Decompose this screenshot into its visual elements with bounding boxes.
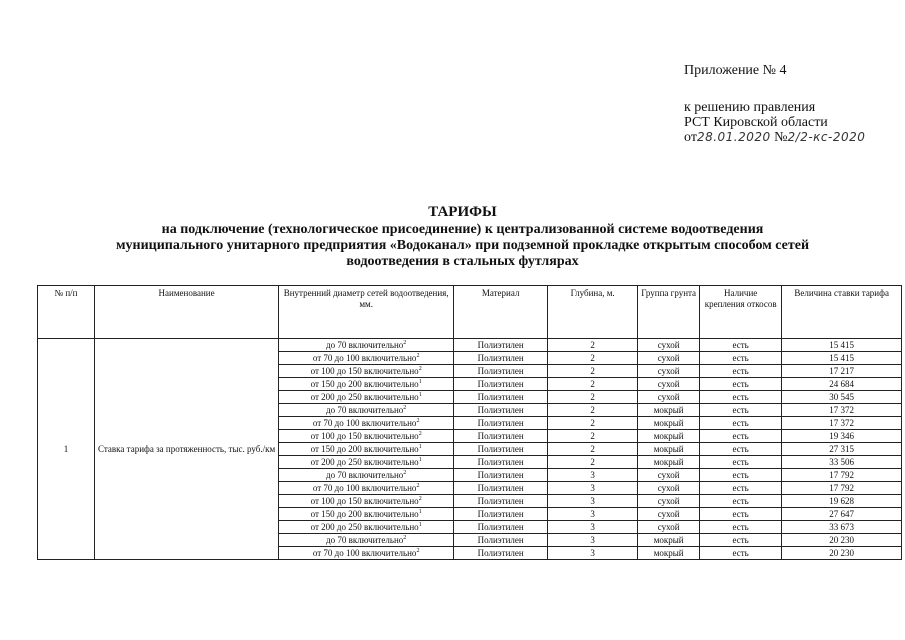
material-cell: Полиэтилен [454, 352, 548, 365]
material-cell: Полиэтилен [454, 547, 548, 560]
diameter-cell [279, 352, 454, 365]
slope-cell: есть [700, 547, 782, 560]
title-line-3: водоотведения в стальных футлярах [346, 254, 579, 269]
title-line-1: на подключение (технологическое присоединение) к централизованной системе водоотведения [161, 222, 764, 237]
depth-cell: 3 [548, 508, 638, 521]
diameter-text: до 70 включительно [326, 339, 404, 350]
soil-cell: сухой [638, 378, 700, 391]
footnote-mark: 2 [418, 495, 422, 502]
material-cell: Полиэтилен [454, 339, 548, 352]
table-header-row [38, 286, 902, 339]
diameter-cell [279, 365, 454, 378]
soil-cell: сухой [638, 495, 700, 508]
soil-cell: мокрый [638, 417, 700, 430]
decision-reference [684, 100, 865, 145]
rate-cell: 24 684 [782, 378, 902, 391]
depth-cell: 3 [548, 495, 638, 508]
slope-cell: есть [700, 508, 782, 521]
slope-cell: есть [700, 339, 782, 352]
decision-date-line [684, 130, 865, 145]
material-cell: Полиэтилен [454, 521, 548, 534]
depth-cell: 2 [548, 365, 638, 378]
footnote-mark: 2 [418, 430, 422, 437]
slope-cell: есть [700, 534, 782, 547]
depth-cell: 3 [548, 521, 638, 534]
slope-cell: есть [700, 521, 782, 534]
diameter-cell [279, 521, 454, 534]
number-prefix: № [770, 130, 788, 145]
rate-cell: 27 315 [782, 443, 902, 456]
slope-cell: есть [700, 495, 782, 508]
footnote-mark: 2 [416, 352, 420, 359]
slope-cell: есть [700, 469, 782, 482]
depth-cell: 2 [548, 404, 638, 417]
table-body [38, 339, 902, 560]
depth-cell: 2 [548, 417, 638, 430]
footnote-mark: 2 [403, 534, 407, 541]
diameter-text: от 150 до 200 включительно [310, 443, 419, 454]
footnote-mark: 1 [418, 508, 422, 515]
depth-cell: 3 [548, 534, 638, 547]
slope-cell: есть [700, 391, 782, 404]
depth-cell: 2 [548, 391, 638, 404]
slope-cell: есть [700, 378, 782, 391]
rate-cell: 17 792 [782, 482, 902, 495]
material-cell: Полиэтилен [454, 378, 548, 391]
material-cell: Полиэтилен [454, 430, 548, 443]
material-cell: Полиэтилен [454, 456, 548, 469]
rate-cell: 30 545 [782, 391, 902, 404]
diameter-text: от 150 до 200 включительно [310, 378, 419, 389]
depth-cell: 2 [548, 352, 638, 365]
slope-cell: есть [700, 456, 782, 469]
depth-cell: 2 [548, 456, 638, 469]
material-cell: Полиэтилен [454, 417, 548, 430]
diameter-cell [279, 391, 454, 404]
footnote-mark: 2 [403, 339, 407, 346]
header-slope: Наличие крепления откосов [700, 286, 782, 339]
footnote-mark: 1 [418, 456, 422, 463]
slope-cell: есть [700, 482, 782, 495]
soil-cell: мокрый [638, 547, 700, 560]
diameter-cell [279, 547, 454, 560]
diameter-text: от 70 до 100 включительно [312, 547, 417, 558]
diameter-text: от 70 до 100 включительно [312, 352, 417, 363]
soil-cell: сухой [638, 469, 700, 482]
footnote-mark: 1 [418, 391, 422, 398]
handwritten-date: 28.01.2020 [696, 130, 771, 144]
slope-cell: есть [700, 430, 782, 443]
depth-cell: 2 [548, 378, 638, 391]
footnote-mark: 1 [418, 443, 422, 450]
table-row [38, 339, 902, 352]
title-line-2: муниципального унитарного предприятия «Водоканал» при подземной прокладке открытым способом сетей [115, 238, 810, 253]
document-title [60, 204, 865, 270]
rate-cell: 19 346 [782, 430, 902, 443]
diameter-cell [279, 495, 454, 508]
soil-cell: мокрый [638, 443, 700, 456]
material-cell: Полиэтилен [454, 495, 548, 508]
slope-cell: есть [700, 365, 782, 378]
slope-cell: есть [700, 352, 782, 365]
header-depth: Глубина, м. [548, 286, 638, 339]
material-cell: Полиэтилен [454, 443, 548, 456]
rate-cell: 17 217 [782, 365, 902, 378]
soil-cell: сухой [638, 339, 700, 352]
footnote-mark: 2 [403, 404, 407, 411]
soil-cell: мокрый [638, 430, 700, 443]
soil-cell: мокрый [638, 404, 700, 417]
header-name: Наименование [95, 286, 279, 339]
rate-cell: 17 372 [782, 417, 902, 430]
header-soil: Группа грунта [638, 286, 700, 339]
soil-cell: сухой [638, 508, 700, 521]
diameter-text: до 70 включительно [326, 404, 404, 415]
header-num: № п/п [38, 286, 95, 339]
footnote-mark: 1 [418, 378, 422, 385]
diameter-text: от 200 до 250 включительно [310, 456, 419, 467]
diameter-cell [279, 417, 454, 430]
diameter-text: от 100 до 150 включительно [310, 365, 419, 376]
rate-cell: 20 230 [782, 534, 902, 547]
diameter-cell [279, 508, 454, 521]
title-main: ТАРИФЫ [428, 204, 497, 220]
rate-cell: 27 647 [782, 508, 902, 521]
soil-cell: мокрый [638, 534, 700, 547]
material-cell: Полиэтилен [454, 469, 548, 482]
diameter-cell [279, 443, 454, 456]
depth-cell: 2 [548, 443, 638, 456]
rate-cell: 19 628 [782, 495, 902, 508]
depth-cell: 3 [548, 547, 638, 560]
material-cell: Полиэтилен [454, 391, 548, 404]
decision-line-2: РСТ Кировской области [684, 115, 828, 130]
rate-cell: 33 673 [782, 521, 902, 534]
material-cell: Полиэтилен [454, 508, 548, 521]
group-number-cell: 1 [38, 339, 95, 560]
footnote-mark: 2 [416, 547, 420, 554]
diameter-cell [279, 378, 454, 391]
depth-cell: 2 [548, 339, 638, 352]
diameter-text: от 200 до 250 включительно [310, 391, 419, 402]
slope-cell: есть [700, 417, 782, 430]
rate-cell: 33 506 [782, 456, 902, 469]
diameter-text: от 200 до 250 включительно [310, 521, 419, 532]
diameter-cell [279, 456, 454, 469]
decision-line-1: к решению правления [684, 100, 816, 115]
soil-cell: сухой [638, 365, 700, 378]
soil-cell: сухой [638, 521, 700, 534]
rate-cell: 15 415 [782, 352, 902, 365]
diameter-cell [279, 534, 454, 547]
diameter-cell [279, 339, 454, 352]
group-name-cell: Ставка тарифа за протяженность, тыс. руб./км [95, 339, 279, 560]
soil-cell: сухой [638, 352, 700, 365]
rate-cell: 17 372 [782, 404, 902, 417]
header-diameter: Внутренний диаметр сетей водоотведения, мм. [279, 286, 454, 339]
diameter-text: от 100 до 150 включительно [310, 430, 419, 441]
depth-cell: 2 [548, 430, 638, 443]
footnote-mark: 1 [418, 521, 422, 528]
soil-cell: сухой [638, 391, 700, 404]
tariff-table [37, 285, 902, 560]
handwritten-number: 2/2-кс-2020 [787, 130, 866, 144]
diameter-text: от 70 до 100 включительно [312, 482, 417, 493]
diameter-text: до 70 включительно [326, 534, 404, 545]
diameter-cell [279, 404, 454, 417]
depth-cell: 3 [548, 469, 638, 482]
footnote-mark: 2 [416, 482, 420, 489]
soil-cell: мокрый [638, 456, 700, 469]
slope-cell: есть [700, 404, 782, 417]
rate-cell: 17 792 [782, 469, 902, 482]
header-material: Материал [454, 286, 548, 339]
footnote-mark: 2 [418, 365, 422, 372]
diameter-text: до 70 включительно [326, 469, 404, 480]
footnote-mark: 2 [403, 469, 407, 476]
rate-cell: 15 415 [782, 339, 902, 352]
material-cell: Полиэтилен [454, 482, 548, 495]
depth-cell: 3 [548, 482, 638, 495]
slope-cell: есть [700, 443, 782, 456]
material-cell: Полиэтилен [454, 534, 548, 547]
rate-cell: 20 230 [782, 547, 902, 560]
diameter-cell [279, 430, 454, 443]
diameter-text: от 150 до 200 включительно [310, 508, 419, 519]
footnote-mark: 2 [416, 417, 420, 424]
diameter-cell [279, 469, 454, 482]
appendix-label: Приложение № 4 [684, 63, 787, 78]
diameter-text: от 70 до 100 включительно [312, 417, 417, 428]
date-prefix: от [684, 130, 697, 145]
soil-cell: сухой [638, 482, 700, 495]
diameter-cell [279, 482, 454, 495]
diameter-text: от 100 до 150 включительно [310, 495, 419, 506]
material-cell: Полиэтилен [454, 365, 548, 378]
header-rate: Величина ставки тарифа [782, 286, 902, 339]
material-cell: Полиэтилен [454, 404, 548, 417]
